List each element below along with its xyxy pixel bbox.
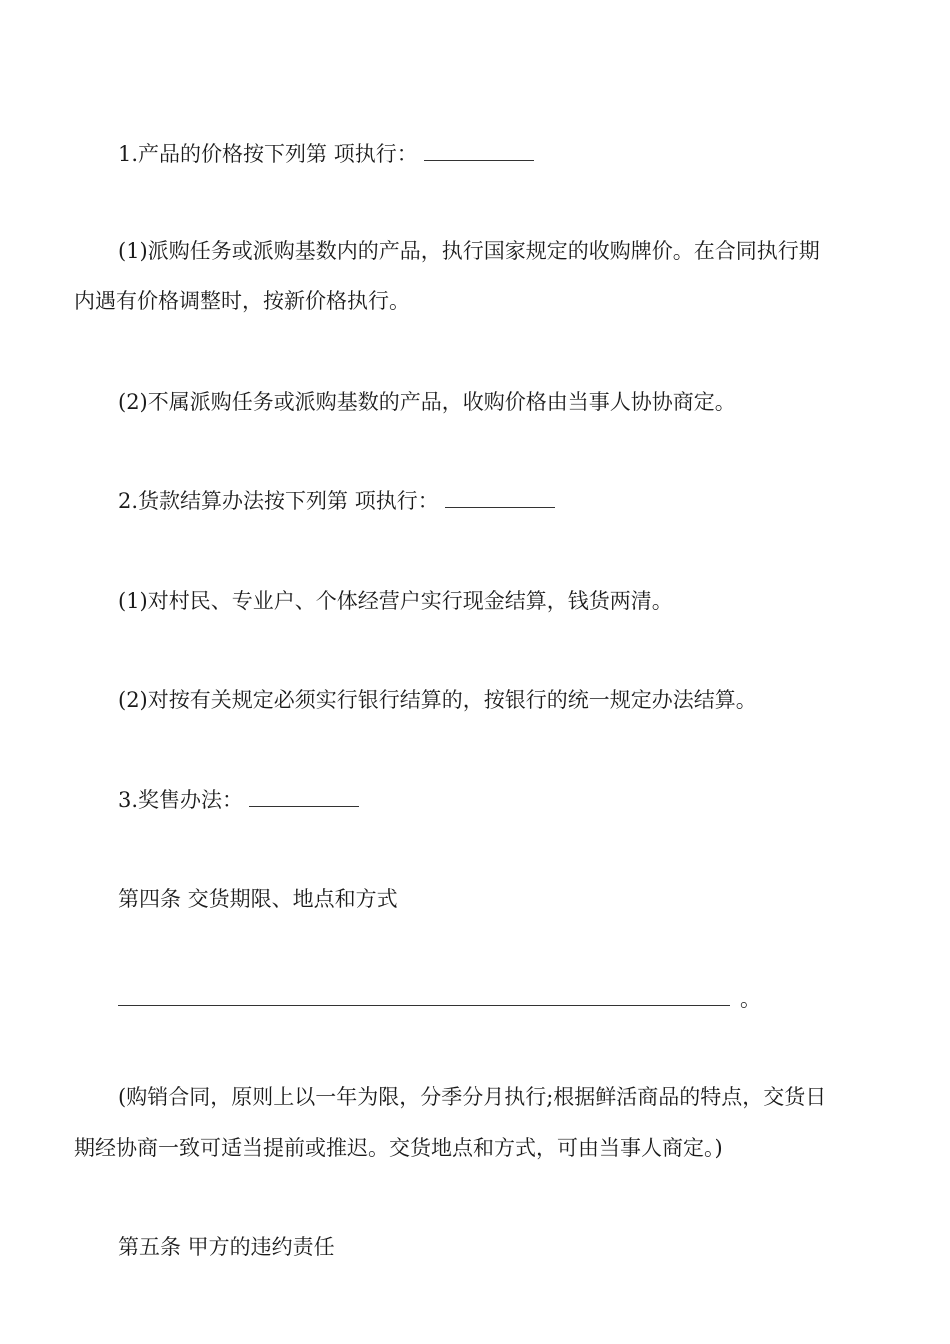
price-item2-text: (2)不属派购任务或派购基数的产品，收购价格由当事人协协商定。 [118, 390, 736, 414]
article4-title: 第四条 交货期限、地点和方式 [118, 887, 398, 911]
settle-item2-line [118, 686, 757, 714]
reward-clause-blank[interactable] [249, 786, 359, 807]
article5-title: 第五条 甲方的违约责任 [118, 1235, 335, 1259]
settle-item2-text: (2)对按有关规定必须实行银行结算的，按银行的统一规定办法结算。 [118, 688, 757, 712]
note-line-a [118, 1083, 826, 1111]
price-clause-line [118, 140, 534, 168]
price-clause-text: 1.产品的价格按下列第 项执行： [118, 142, 418, 166]
note-text-a: (购销合同，原则上以一年为限，分季分月执行;根据鲜活商品的特点，交货日 [118, 1085, 827, 1109]
settle-item1-text: (1)对村民、专业户、个体经营户实行现金结算，钱货两清。 [118, 589, 673, 613]
price-item1-text-a: (1)派购任务或派购基数内的产品，执行国家规定的收购牌价。在合同执行期 [118, 239, 820, 263]
settle-clause-blank[interactable] [445, 487, 555, 508]
settle-clause-line [118, 487, 555, 515]
article5-title-line [118, 1233, 335, 1261]
reward-clause-text: 3.奖售办法： [118, 788, 244, 812]
settle-clause-text: 2.货款结算办法按下列第 项执行： [118, 489, 439, 513]
settle-item1-line [118, 587, 673, 615]
article4-title-line [118, 885, 398, 913]
price-item1-line-b [74, 287, 410, 315]
price-item1-text-b: 内遇有价格调整时，按新价格执行。 [74, 289, 410, 313]
article4-blank-line [118, 985, 761, 1013]
note-line-b [74, 1134, 723, 1162]
article4-blank[interactable] [118, 985, 730, 1006]
reward-clause-line [118, 786, 359, 814]
price-item2-line [118, 388, 736, 416]
price-item1-line-a [118, 237, 820, 265]
article4-end: 。 [740, 987, 761, 1011]
note-text-b: 期经协商一致可适当提前或推迟。交货地点和方式，可由当事人商定。) [74, 1136, 723, 1160]
price-clause-blank[interactable] [424, 140, 534, 161]
